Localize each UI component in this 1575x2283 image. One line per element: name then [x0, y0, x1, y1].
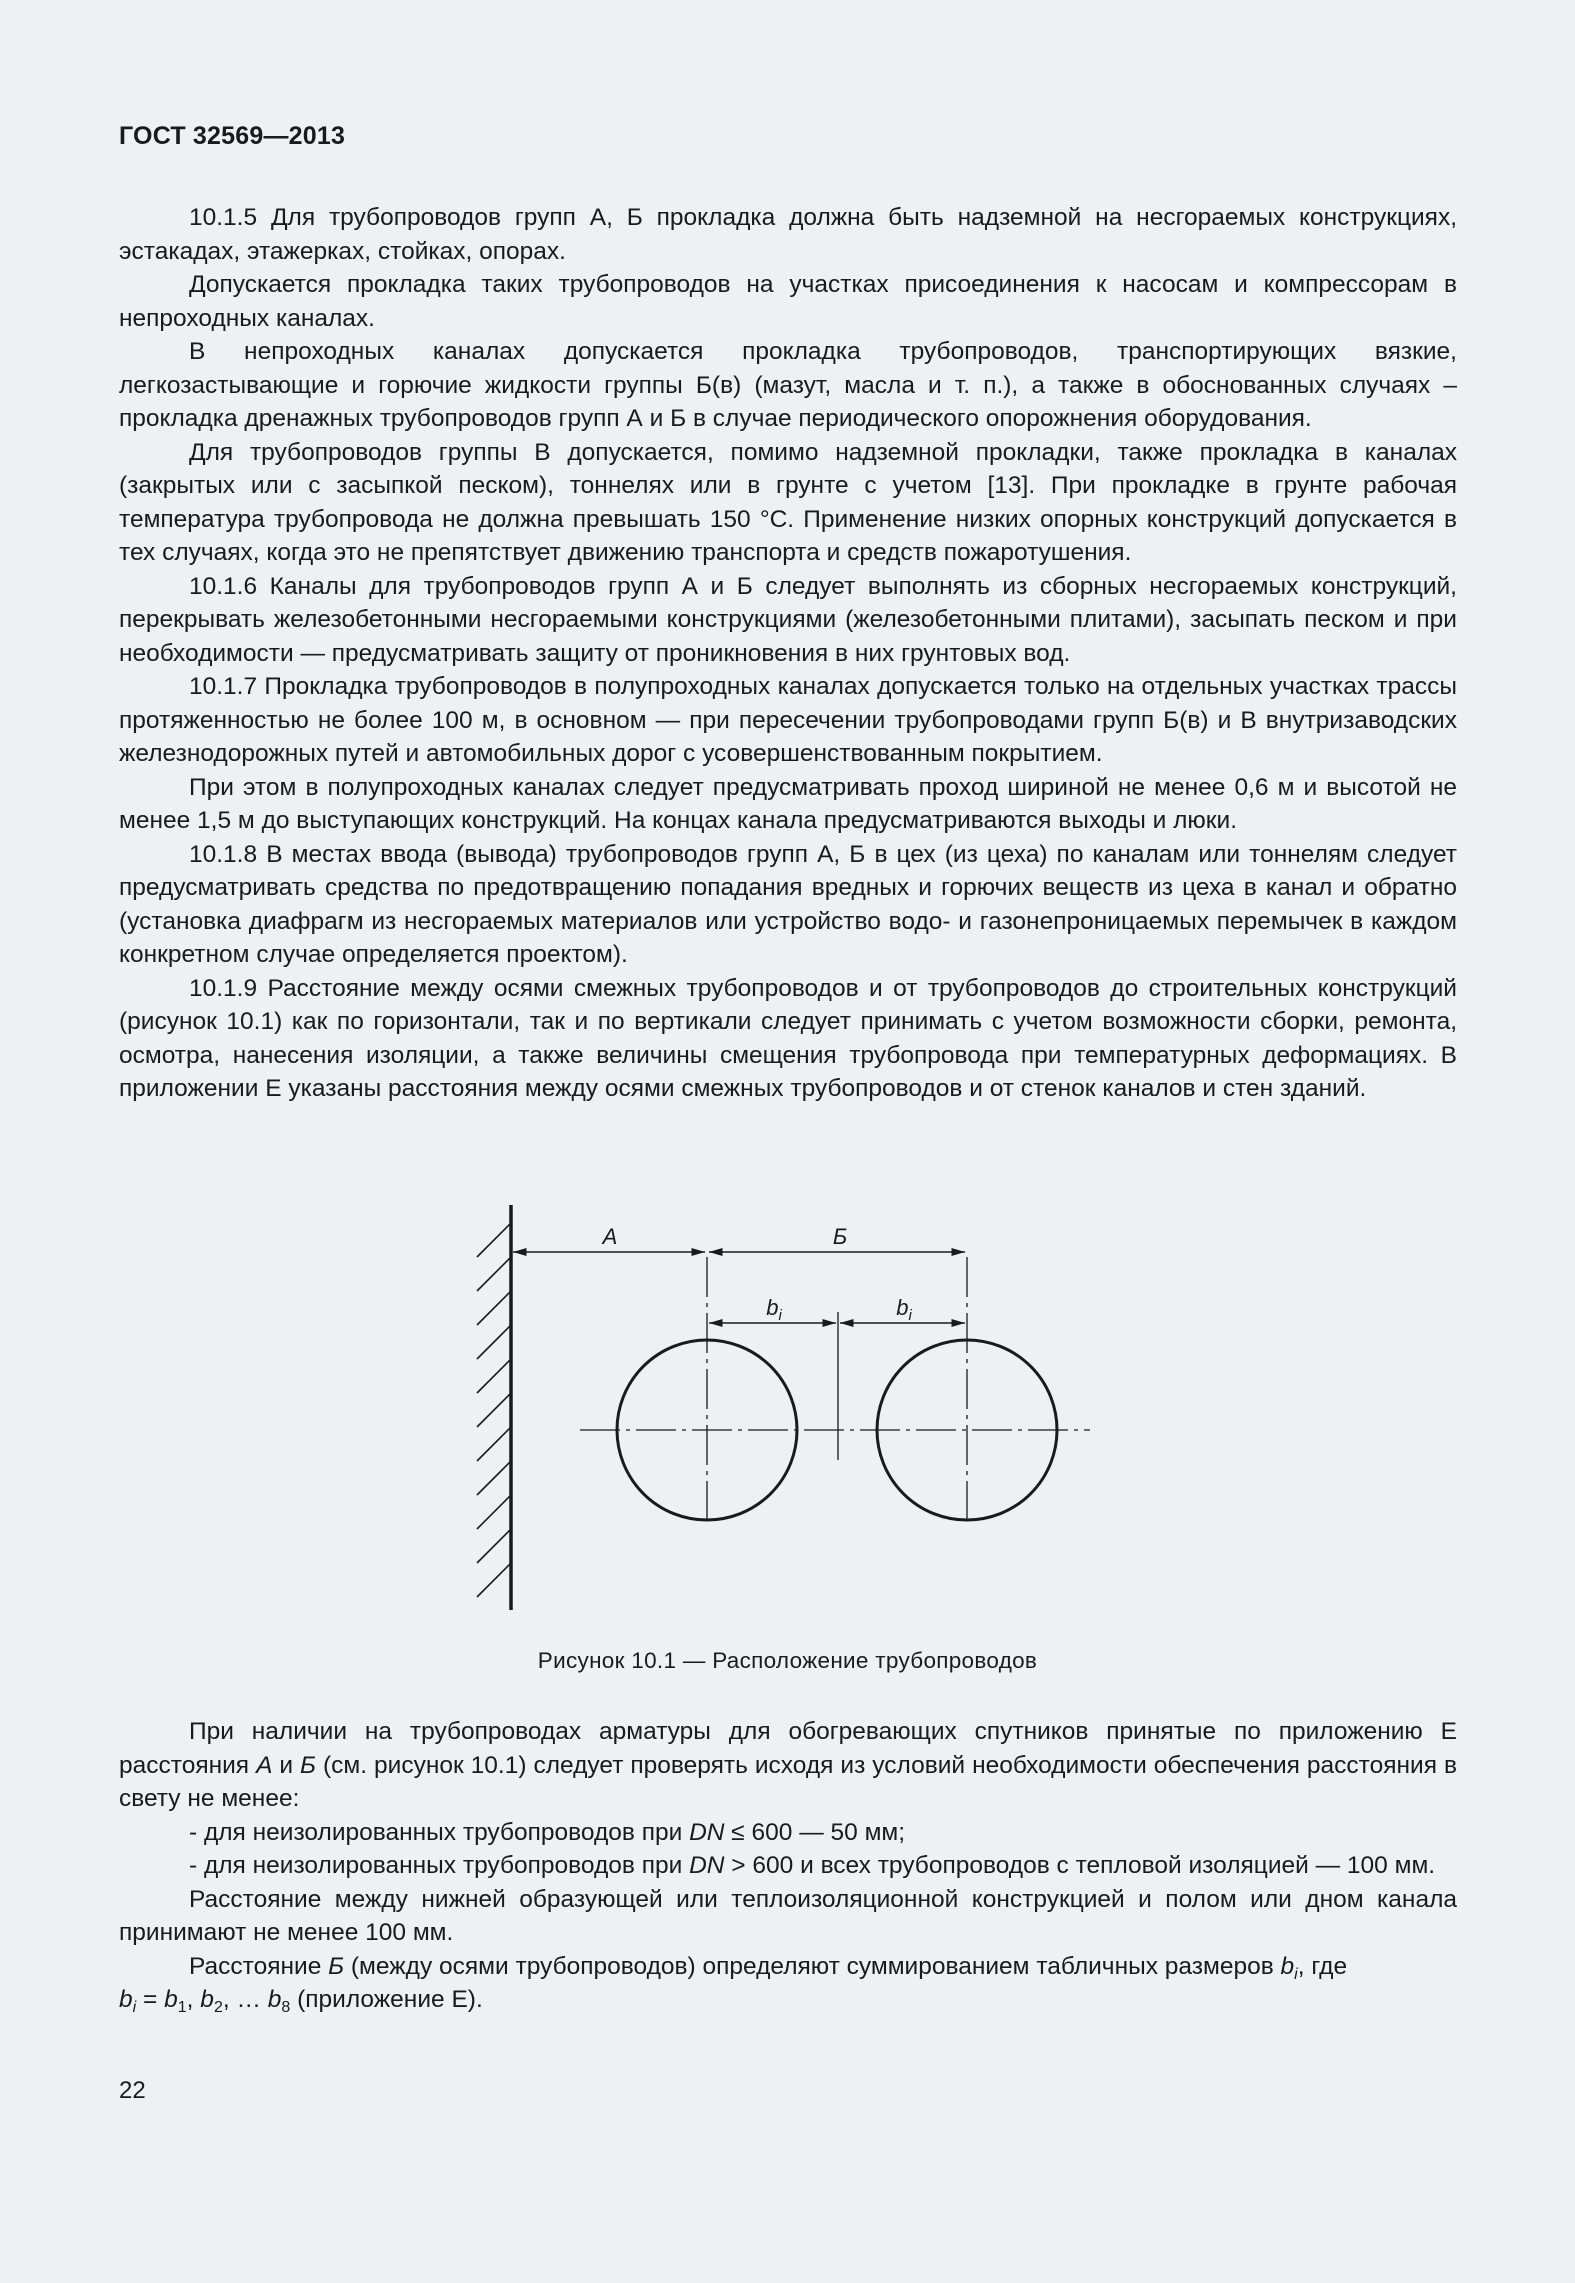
paragraph-10-1-8: 10.1.8 В местах ввода (вывода) трубопроводов групп А, Б в цех (из цеха) по каналам или тоннелям следует предусматривать средства по предотвращению попадания вредных и горючих веществ из цеха в канал и обратно (установка диафрагм из несгораемых материалов или устройство водо- и газонепроницаемых перемычек в каждом конкретном случае определяется проектом).: [119, 840, 1457, 968]
paragraph: Для трубопроводов группы В допускается, помимо надземной прокладки, также прокладка в каналах (закрытых или с засыпкой песком), тоннелях или в грунте с учетом [13]. При прокладке в грунте рабочая температура трубопровода не должна превышать 150 °С. Применение низких опорных конструкций допускается в тех случаях, когда это не препятствует движению транспорта и средств пожаротушения.: [119, 438, 1457, 566]
paragraph: Расстояние между нижней образующей или теплоизоляционной конструкцией и полом или дном канала принимают не менее 100 мм.: [119, 1885, 1457, 1946]
paragraph: При этом в полупроходных каналах следует предусматривать проход шириной не менее 0,6 м и высотой не менее 1,5 м до выступающих конструкций. На концах канала предусматриваются выходы и люки.: [119, 773, 1457, 834]
wall: [477, 1205, 511, 1610]
dimension-label-a: А: [602, 1224, 618, 1249]
paragraph-10-1-7: 10.1.7 Прокладка трубопроводов в полупроходных каналах допускается только на отдельных участках трассы протяженностью не более 100 м, в основном — при пересечении трубопроводами групп Б(в) и В внутризаводских железнодорожных путей и автомобильных дорог с усовершенствованным покрытием.: [119, 673, 1457, 767]
center-lines: [580, 1257, 1090, 1525]
dimension-label-bi-left: $b_i$: [766, 1295, 782, 1324]
formula-line: $b_i = b_1$, $b_2$, … $b_8$ (приложение Е).: [119, 1986, 483, 2016]
paragraph-10-1-5: 10.1.5 Для трубопроводов групп А, Б прокладка должна быть надземной на несгораемых конструкциях, эстакадах, этажерках, стойках, опорах.: [119, 204, 1457, 265]
page-number: 22: [119, 2077, 146, 2104]
paragraph-10-1-9: 10.1.9 Расстояние между осями смежных трубопроводов и от трубопроводов до строительных конструкций (рисунок 10.1) как по горизонтали, так и по вертикали следует принимать с учетом возможности сборки, ремонта, осмотра, нанесения изоляции, а также величины смещения трубопровода при температурных деформациях. В приложении Е указаны расстояния между осями смежных трубопроводов и от стенок каналов и стен зданий.: [119, 974, 1457, 1102]
paragraph: В непроходных каналах допускается прокладка трубопроводов, транспортирующих вязкие, легкозастывающие и горючие жидкости группы Б(в) (мазут, масла и т. п.), а также в обоснованных случаях – прокладка дренажных трубопроводов групп А и Б в случае периодического опорожнения оборудования.: [119, 338, 1457, 432]
body-text-top: [119, 201, 1457, 1106]
paragraph: Расстояние Б (между осями трубопроводов) определяют суммированием табличных размеров $b_i$, где: [189, 1952, 1348, 1983]
paragraph: При наличии на трубопроводах арматуры для обогревающих спутников принятые по приложению Е расстояния А и Б (см. рисунок 10.1) следует проверять исходя из условий необходимости обеспечения расстояния в свету не менее:: [119, 1718, 1457, 1812]
dimension-label-b: Б: [832, 1224, 848, 1249]
paragraph-10-1-6: 10.1.6 Каналы для трубопроводов групп А и Б следует выполнять из сборных несгораемых конструкций, перекрывать железобетонными несгораемыми конструкциями (железобетонными плитами), засыпать песком и при необходимости — предусматривать защиту от проникновения в них грунтовых вод.: [119, 572, 1457, 667]
body-text-bottom: [119, 1715, 1457, 2017]
list-item: - для неизолированных трубопроводов при DN > 600 и всех трубопроводов с тепловой изоляцией — 100 мм.: [189, 1852, 1436, 1879]
dimension-label-bi-right: $b_i$: [896, 1295, 912, 1324]
paragraph: Допускается прокладка таких трубопроводов на участках присоединения к насосам и компрессорам в непроходных каналах.: [119, 271, 1457, 332]
pipeline-layout-figure: [460, 1205, 1100, 1615]
document-header: ГОСТ 32569—2013: [119, 122, 346, 150]
figure-caption: Рисунок 10.1 — Расположение трубопроводов: [537, 1648, 1038, 1673]
list-item: - для неизолированных трубопроводов при DN ≤ 600 — 50 мм;: [189, 1818, 906, 1846]
